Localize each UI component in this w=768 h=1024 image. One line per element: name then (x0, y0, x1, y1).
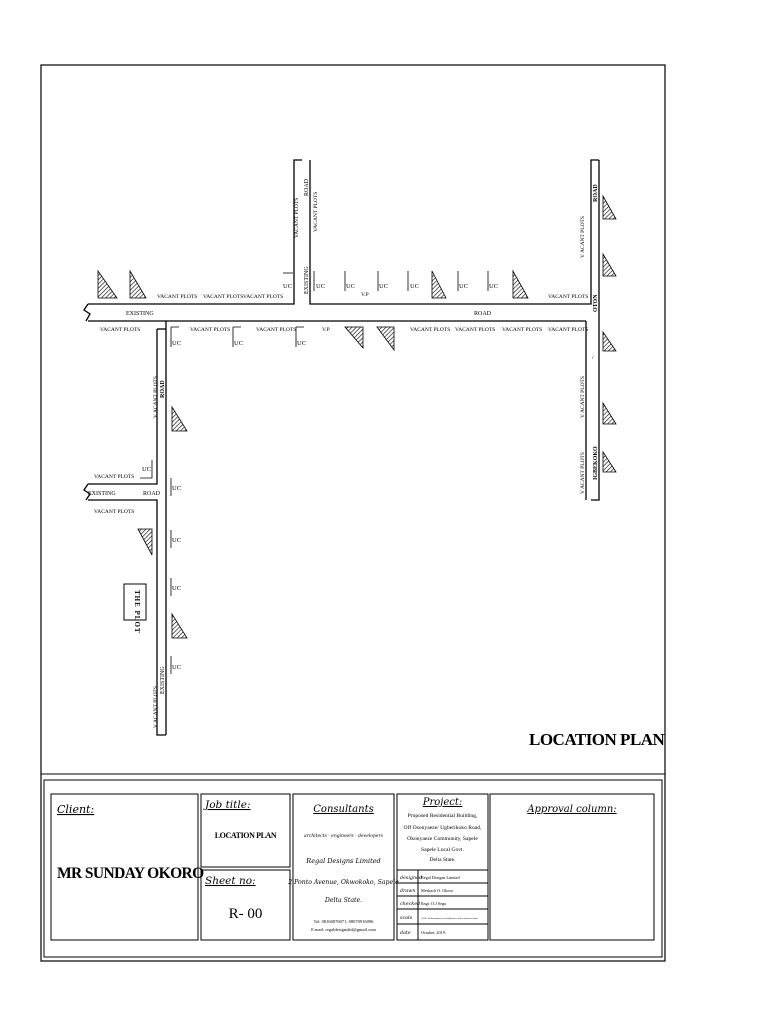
building-hatched (172, 614, 187, 638)
building-hatched (603, 403, 616, 424)
project-line: Proposed Residential Building, (407, 813, 478, 819)
label-vacant-plots: VACANT PLOTS (190, 327, 231, 333)
building-hatched (432, 271, 446, 298)
label-uc: UC (297, 340, 307, 347)
label-existing-road: EXISTING (304, 266, 310, 294)
label-vacant-plots: VACANT PLOTS (157, 294, 198, 300)
label-vacant-plots: VACANT PLOTS (455, 327, 496, 333)
client-name: MR SUNDAY OKORO (57, 865, 204, 882)
roads (84, 160, 599, 735)
consultant-address-1: 2 Ponto Avenue, Okwokoko, Sapele (288, 879, 399, 886)
detail-value: October, 2019. (421, 930, 446, 935)
job-title: LOCATION PLAN (214, 831, 277, 840)
label-vacant-plots: VACANT PLOTS (256, 327, 297, 333)
label-igbekoko-road: IGBEKOKO (593, 446, 599, 480)
detail-key: drawn (400, 889, 416, 894)
detail-key: checked (400, 902, 421, 907)
label-uc: UC (346, 283, 356, 290)
project-line: Sapele Local Govt. (420, 847, 465, 853)
label-uc: UC (172, 664, 182, 671)
detail-value: 1:100 - all dimensions are in millimeters, unless otherwise stated (421, 918, 478, 920)
label-oton-road: OTON (593, 294, 599, 312)
label-existing-road: EXISTING (88, 491, 116, 497)
label-vacant-plots: VACANT PLOTS (100, 327, 141, 333)
label-uc: UC (459, 283, 469, 290)
detail-value: Regal Designs Limited (421, 875, 460, 880)
label-vp: V.P (322, 327, 330, 333)
consultant-name: Regal Designs Limited (306, 857, 381, 865)
building-hatched (345, 327, 363, 348)
existing-road-left-edge-upper (88, 329, 157, 484)
job-title-label: Job title: (205, 799, 251, 811)
label-uc: UC (410, 283, 420, 290)
building-hatched (513, 271, 528, 298)
project-line: Off Osonyaeze/ Ugberikoko Road, (403, 825, 482, 831)
label-uc: UC (172, 585, 182, 592)
label-uc: UC (142, 466, 152, 473)
label-uc: UC (489, 283, 499, 290)
building-hatched (377, 327, 394, 350)
label-uc: UC (379, 283, 389, 290)
label-road: ROAD (143, 491, 161, 497)
label-uc: UC (283, 283, 293, 290)
label-vacant-plots: VACANT PLOTS (294, 197, 300, 238)
building-hatched (98, 271, 117, 298)
consultants-subtitle: architects - engineers - developers (303, 834, 384, 839)
building-hatched (603, 196, 616, 219)
label-uc: UC (316, 283, 326, 290)
building-hatched (603, 452, 616, 472)
label-vacant-plots: VACANT PLOTS (94, 509, 135, 515)
label-vacant-plots: V ACANT PLOTS (580, 376, 586, 418)
label-uc: UC (172, 340, 182, 347)
consultant-tel: Tel: 08160076071, 08070916096 (313, 919, 374, 924)
building-hatched (603, 332, 616, 351)
label-vacant-plots: V ACANT PLOTS (153, 376, 159, 418)
consultants-label: Consultants (313, 804, 374, 815)
client-label: Client: (57, 803, 95, 816)
label-vacant-plots: VACANT PLOTS (410, 327, 451, 333)
label-uc: UC (172, 537, 182, 544)
consultant-email: E.mail: regaldesignsltd@gmail.com (311, 927, 376, 932)
label-vacant-plots: VACANT PLOTS (548, 294, 589, 300)
detail-key: date (400, 931, 411, 936)
break-mark-top (84, 304, 90, 321)
detail-value: Meshach O. Okoro (421, 888, 453, 893)
label-vacant-plots: VACANT PLOTS (313, 191, 319, 232)
label-road: ROAD (593, 184, 599, 202)
label-vacant-plots: V ACANT PLOTS (580, 452, 586, 494)
detail-value: Engr. O.J Sega (421, 901, 446, 906)
project-line: Delta State. (429, 857, 456, 863)
main-road-top-edge (88, 160, 302, 304)
label-road: ROAD (160, 380, 166, 398)
detail-key: scale (400, 916, 413, 921)
consultant-address-2: Delta State. (324, 897, 363, 904)
project-line: Okonyaeze Community, Sapele (407, 836, 478, 842)
label-uc: UC (234, 340, 244, 347)
drawing-title: LOCATION PLAN (529, 730, 665, 749)
label-road: ROAD (474, 311, 492, 317)
building-hatched (603, 254, 616, 276)
label-vacant-plots: V ACANT PLOTS (580, 216, 586, 258)
label-existing-road: EXISTING (160, 666, 166, 694)
label-vacant-plots: V ACANT PLOTS (153, 686, 159, 728)
building-hatched (172, 407, 187, 431)
project-label: Project: (422, 797, 463, 808)
label-vacant-plots: VACANT PLOTS (548, 327, 589, 333)
hatched-buildings (98, 196, 616, 638)
label-uc: UC (172, 485, 182, 492)
label-vacant-plots: VACANT PLOTS (203, 294, 244, 300)
label-vacant-plots: VACANT PLOTS (243, 294, 284, 300)
label-road: ROAD (304, 178, 310, 196)
building-hatched (138, 529, 152, 555)
sheet-border (41, 65, 665, 961)
approval-label: Approval column: (527, 804, 617, 815)
label-existing-road: EXISTING (126, 311, 154, 317)
detail-key: designed (400, 876, 422, 881)
approval-box (490, 794, 654, 940)
label-vacant-plots: VACANT PLOTS (502, 327, 543, 333)
label-slash: / (592, 355, 594, 361)
label-vacant-plots: VACANT PLOTS (94, 474, 135, 480)
label-the-plot: THE PLOT (133, 590, 141, 634)
sheet-no-label: Sheet no: (205, 875, 256, 887)
sheet-no: R- 00 (228, 906, 263, 922)
building-hatched (130, 271, 146, 298)
label-vp: V.P (361, 292, 369, 298)
